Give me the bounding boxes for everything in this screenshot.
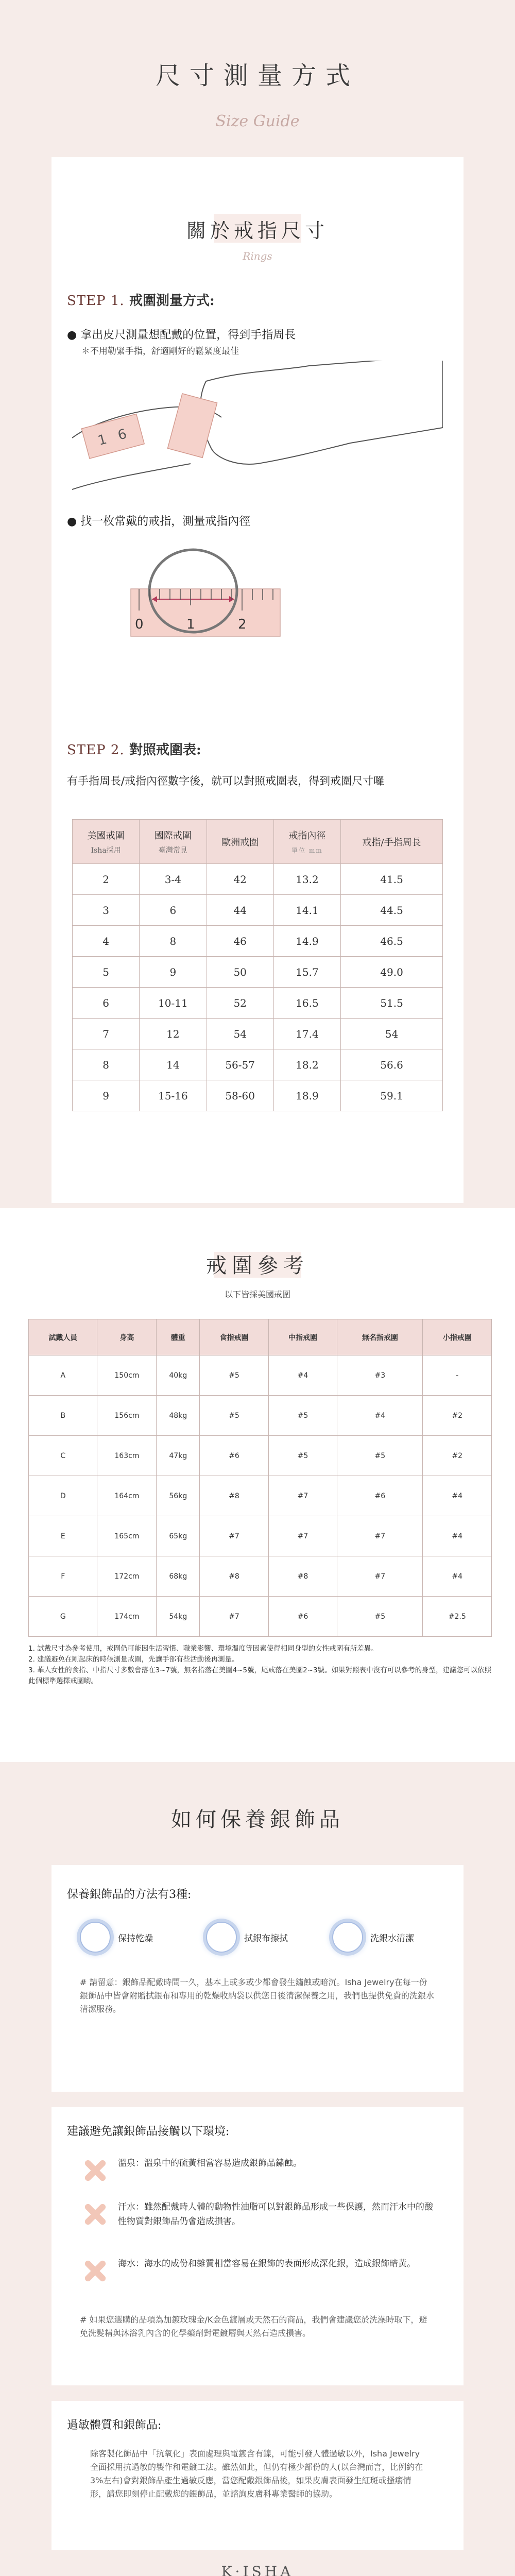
reference-header-cell: 中指戒圍 [268,1319,337,1355]
reference-table-cell: A [29,1355,97,1396]
page-subtitle: Size Guide [215,112,300,130]
reference-table-cell: #6 [268,1597,337,1637]
page-title: 尺寸測量方式 [155,61,359,90]
ruler-label-0: 0 [135,617,144,632]
col-intl-size: 國際戒圍 臺灣常見 [140,820,207,864]
reference-header-cell: 無名指戒圍 [337,1319,423,1355]
avoid-heading: 建議避免讓銀飾品接觸以下環境: [67,2125,230,2138]
reference-table-cell: #4 [337,1396,423,1436]
size-table-cell: 58-60 [207,1080,273,1111]
reference-table-cell: #5 [268,1436,337,1476]
reference-table-row [29,1516,492,1556]
size-table-cell: 50 [207,957,273,988]
reference-notes [28,1643,492,1687]
reference-table-row [29,1396,492,1436]
reference-table-cell: #5 [200,1355,268,1396]
size-table-cell: 8 [73,1049,140,1080]
step1-label: 戒圍測量方式: [129,293,215,309]
reference-table-cell: D [29,1476,97,1516]
avoid-note: # 如果您選購的品項為加鍍玫瑰金/K金色鍍層或天然石的商品，我們會建議您於洗澡時取下，避免洗髮精與沐浴乳內含的化學藥劑對電鍍層與天然石造成損害。 [80,2315,427,2338]
allergy-text: 除客製化飾品中「抗氧化」表面處理與電鍍含有鎳，可能引發人體過敏以外，Isha Jewelry全面採用抗過敏的製作和電鍍工法。雖然如此，但仍有極少部份的人(以台灣而言，比例約在3%左右)會對銀飾品產生過敏反應，當您配戴銀飾品後，如果皮膚表面發生紅斑或搔癢情形，請您即刻停止配戴您的銀飾品，並諮詢皮膚科專業醫師的協助。 [90,2449,423,2499]
reference-table-cell: #8 [200,1476,268,1516]
reference-table-cell: E [29,1516,97,1556]
size-table-row [73,1049,443,1080]
reference-table-cell: F [29,1556,97,1597]
reference-table-cell: #4 [423,1476,492,1516]
reference-table-cell: #7 [268,1516,337,1556]
size-table-row [73,1080,443,1111]
reference-table-cell: 40kg [157,1355,200,1396]
method-keep-dry [80,1922,153,1953]
reference-table-cell: 156cm [97,1396,157,1436]
reference-header-cell: 食指戒圍 [200,1319,268,1355]
tape-body [167,394,217,457]
size-table-cell: 6 [140,895,207,926]
reference-table-cell: #2.5 [423,1597,492,1637]
size-table-row [73,926,443,957]
reference-table-cell: - [423,1355,492,1396]
reference-table-cell: #5 [268,1396,337,1436]
finger-tape-illustration [72,361,443,495]
methods-heading: 保養銀飾品的方法有3種: [67,1888,192,1901]
reference-table-cell: C [29,1436,97,1476]
size-table-cell: 12 [140,1019,207,1049]
reference-table-cell: 47kg [157,1436,200,1476]
note-item: 3. 華人女性的食指、中指尺寸多數會落在3~7號，無名指落在美圍4~5號，尾戒落在美圍2~3號。如果對照表中沒有可以參考的身型，建議您可以依照此個標準選擇戒圍喲。 [28,1666,492,1685]
size-table-cell: 10-11 [140,988,207,1019]
brand-logo: K·ISHA [221,2563,294,2576]
size-table-cell: 17.4 [273,1019,340,1049]
tape-strip-right [167,394,217,457]
size-table-cell: 16.5 [273,988,340,1019]
reference-table-cell: G [29,1597,97,1637]
reference-table-row [29,1436,492,1476]
reference-table-cell: 164cm [97,1476,157,1516]
size-table-body [73,864,443,1111]
size-table-cell: 59.1 [341,1080,443,1111]
size-table-cell: 14.1 [273,895,340,926]
size-table-cell: 44 [207,895,273,926]
size-table-cell: 4 [73,926,140,957]
ring-ruler-illustration [129,544,283,641]
tape-strip-left [81,414,144,459]
size-table-cell: 42 [207,864,273,895]
col-eu-size: 歐洲戒圍 [207,820,273,864]
size-table-cell: 2 [73,864,140,895]
reference-table-cell: #3 [337,1355,423,1396]
col-circumference: 戒指/手指周長 [341,820,443,864]
rings-title: 關於戒指尺寸 [186,219,329,242]
size-table-cell: 46 [207,926,273,957]
reference-table-cell: #2 [423,1396,492,1436]
reference-header-cell: 身高 [97,1319,157,1355]
x-icon [80,2200,111,2229]
methods-note: # 請留意：銀飾品配戴時間一久，基本上或多或少都會發生鏽蝕或暗沉。Isha Jewelry在每一份銀飾品中皆會附贈拭銀布和專用的乾燥收納袋以供您日後清潔保養之用，我們也提供免費的洗銀水清潔服務。 [80,1977,435,2014]
size-table-cell: 8 [140,926,207,957]
step2-prefix: STEP 2. [67,742,125,758]
avoid-sweat [80,2200,437,2229]
reference-table-cell: #7 [200,1597,268,1637]
care-methods-card [52,1865,464,2092]
reference-table-cell: 174cm [97,1597,157,1637]
x-icon [80,2156,111,2185]
rings-section [0,157,515,1208]
size-table-cell: 9 [73,1080,140,1111]
reference-table-cell: 65kg [157,1516,200,1556]
note-item: 1. 試戴尺寸為參考使用，戒圍仍可能因生活習慣、職業影響、環境溫度等因素使得相同身型的女性戒圍有所差異。 [28,1645,378,1653]
reference-table-row [29,1355,492,1396]
reference-header-cell: 體重 [157,1319,200,1355]
avoid-text: 汗水：雖然配戴時人體的動物性油脂可以對銀飾品形成一些保護，然而汗水中的酸性物質對銀飾品仍會造成損害。 [118,2202,433,2227]
reference-table-cell: #7 [337,1516,423,1556]
size-table-row [73,864,443,895]
size-table-cell: 14.9 [273,926,340,957]
size-table-row [73,895,443,926]
tape-mark: 6 [116,426,129,444]
method2-label: 找一枚常戴的戒指，測量戒指內徑 [80,515,251,528]
reference-table-row [29,1597,492,1637]
reference-table-cell: #4 [268,1355,337,1396]
ruler-label-1: 1 [186,617,195,632]
finger-outline [200,361,443,464]
reference-table-cell: 54kg [157,1597,200,1637]
reference-table-cell: #7 [200,1516,268,1556]
reference-table-cell: #5 [337,1436,423,1476]
size-table-cell: 18.2 [273,1049,340,1080]
size-table-cell: 54 [341,1019,443,1049]
reference-table-cell: #7 [268,1476,337,1516]
reference-table-header [29,1319,492,1355]
size-table-cell: 15.7 [273,957,340,988]
method1-label: 拿出皮尺測量想配戴的位置，得到手指周長 [80,329,296,342]
method1-text: ● 拿出皮尺測量想配戴的位置，得到手指周長 [67,329,296,342]
note-item: 2. 建議避免在剛起床的時候測量戒圍，先讓手部有些活動後再測量。 [28,1655,239,1664]
reference-table-cell: 48kg [157,1396,200,1436]
reference-table-cell: #6 [200,1436,268,1476]
size-table-cell: 41.5 [341,864,443,895]
step2-label: 對照戒圍表: [129,742,201,758]
size-table-row [73,957,443,988]
ring-size-table [72,819,443,1111]
reference-table-cell: #5 [337,1597,423,1637]
size-table-cell: 52 [207,988,273,1019]
reference-table-cell: #8 [200,1556,268,1597]
reference-table-cell: #8 [268,1556,337,1597]
avoid-seawater [80,2257,437,2285]
reference-title: 戒圍參考 [206,1254,309,1278]
allergy-card [52,2401,464,2550]
reference-table-cell: 56kg [157,1476,200,1516]
size-table-cell: 49.0 [341,957,443,988]
avoid-text: 溫泉：溫泉中的硫黃相當容易造成銀飾品鏽蝕。 [118,2158,302,2168]
method-silver-dip [332,1922,414,1953]
reference-header-cell: 小指戒圍 [423,1319,492,1355]
reference-table-row [29,1476,492,1516]
finger-bottom-outline [72,464,191,489]
size-table-cell: 7 [73,1019,140,1049]
bubble-icon [80,1922,111,1953]
reference-subtitle: 以下皆採美國戒圍 [224,1290,290,1299]
tape-mark: 1 [96,431,109,449]
reference-table-row [29,1556,492,1597]
reference-table [28,1319,492,1637]
x-icon [80,2257,111,2285]
step2-description: 有手指周長/戒指內徑數字後，就可以對照戒圍表，得到戒圍尺寸囉 [67,775,385,787]
tape-body [81,414,144,459]
reference-table-cell: 68kg [157,1556,200,1597]
bubble-icon [332,1922,363,1953]
size-table-cell: 56.6 [341,1049,443,1080]
reference-header-cell: 試戴人員 [29,1319,97,1355]
step1-prefix: STEP 1. [67,293,125,309]
size-table-cell: 54 [207,1019,273,1049]
method-label: 保持乾燥 [118,1933,153,1944]
rings-subtitle: Rings [243,250,272,262]
reference-table-cell: B [29,1396,97,1436]
avoid-text: 海水：海水的成份和雜質相當容易在銀飾的表面形成深化銀，造成銀飾暗黃。 [118,2259,416,2269]
bubble-icon [206,1922,237,1953]
reference-table-cell: #2 [423,1436,492,1476]
method-label: 洗銀水清潔 [370,1933,414,1944]
reference-table-cell: #5 [200,1396,268,1436]
size-table-cell: 3 [73,895,140,926]
care-title: 如何保養銀飾品 [171,1808,344,1832]
size-table-cell: 5 [73,957,140,988]
size-table-cell: 9 [140,957,207,988]
reference-table-cell: 163cm [97,1436,157,1476]
size-table-header [73,820,443,864]
step1-heading [67,290,215,309]
ruler-label-2: 2 [238,617,247,632]
size-table-cell: 13.2 [273,864,340,895]
size-table-cell: 18.9 [273,1080,340,1111]
reference-table-cell: #7 [337,1556,423,1597]
method2-text: ● 找一枚常戴的戒指，測量戒指內徑 [67,515,251,528]
method-polish-cloth [206,1922,288,1953]
reference-table-cell: 172cm [97,1556,157,1597]
step2-heading [67,739,201,758]
method-label: 拭銀布擦拭 [244,1933,288,1944]
rings-card [52,157,464,1203]
col-us-size: 美國戒圍 Isha採用 [73,820,140,864]
size-table-cell: 15-16 [140,1080,207,1111]
size-table-cell: 44.5 [341,895,443,926]
size-table-row [73,988,443,1019]
size-table-cell: 6 [73,988,140,1019]
method1-note: ＊不用勒緊手指，舒適剛好的鬆緊度最佳 [81,346,239,357]
size-table-row [73,1019,443,1049]
size-table-cell: 14 [140,1049,207,1080]
size-table-cell: 46.5 [341,926,443,957]
size-table-cell: 3-4 [140,864,207,895]
reference-table-cell: 150cm [97,1355,157,1396]
avoid-card [52,2107,464,2385]
avoid-hot-spring [80,2156,437,2185]
col-inner-diameter: 戒指內徑 單位 mm [273,820,340,864]
reference-table-cell: #6 [337,1476,423,1516]
reference-table-body [29,1355,492,1637]
size-table-cell: 51.5 [341,988,443,1019]
reference-table-cell: #4 [423,1556,492,1597]
header-banner [0,0,515,157]
reference-table-cell: 165cm [97,1516,157,1556]
reference-table-cell: #4 [423,1516,492,1556]
allergy-heading: 過敏體質和銀飾品: [67,2419,162,2432]
size-table-cell: 56-57 [207,1049,273,1080]
